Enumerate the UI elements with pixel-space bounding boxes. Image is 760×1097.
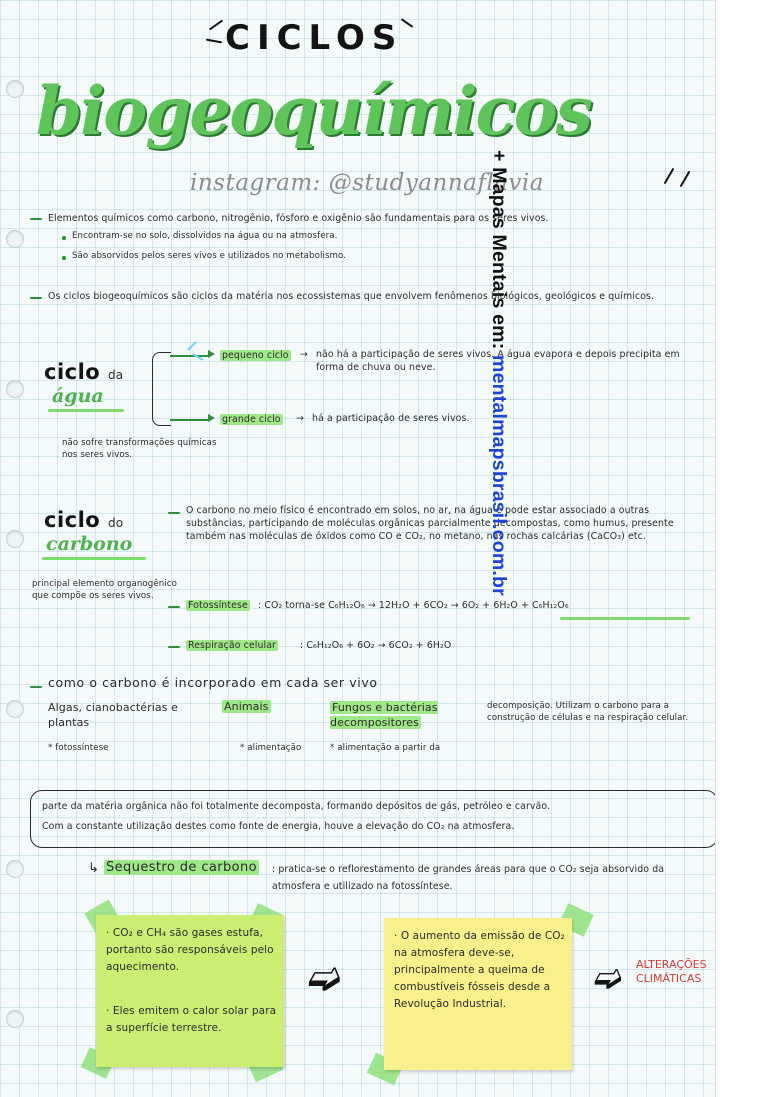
sequestration-label: Sequestro de carbono	[106, 860, 257, 875]
brace-decoration	[152, 352, 171, 426]
intro-bullet-2: São absorvidos pelos seres vivos e utilizados no metabolismo.	[72, 251, 347, 261]
page-title-main: biogeoquímicos	[36, 72, 591, 150]
carbon-cycle-title: ciclo	[44, 508, 101, 532]
arrow-right-icon: ➫	[594, 958, 623, 998]
dash-marker	[30, 218, 42, 220]
water-cycle-note: não sofre transformações químicas nos seres vivos.	[62, 438, 217, 460]
arrow-glyph: →	[300, 349, 308, 360]
dash-marker	[30, 686, 42, 688]
sidebar-ad-prefix: + Mapas Mentais em:	[488, 150, 510, 356]
sequestration-arrow-icon: ↳	[88, 861, 99, 876]
incorporation-col-1-sub: * alimentação	[240, 743, 302, 753]
punch-hole	[6, 380, 24, 398]
incorporation-col-2-title: Fungos e bactérias decompositores	[330, 701, 438, 729]
underline-decoration	[48, 409, 124, 412]
water-item-label-1: grande ciclo	[222, 414, 281, 425]
water-cycle-subject: água	[52, 385, 104, 407]
incorporation-col-2-sub: * alimentação a partir da	[330, 743, 441, 753]
incorporation-col-1-title: Animais	[224, 700, 269, 713]
sparkle-icon	[206, 39, 222, 44]
punch-hole	[6, 230, 24, 248]
punch-hole	[6, 700, 24, 718]
water-item-text-1: há a participação de seres vivos.	[312, 413, 470, 424]
incorporation-heading: como o carbono é incorporado em cada ser vivo	[48, 675, 378, 690]
dash-marker	[168, 512, 180, 514]
underline-decoration	[42, 557, 146, 560]
water-cycle-of: da	[108, 368, 124, 382]
bullet-marker	[62, 256, 66, 260]
dash-marker	[168, 606, 180, 608]
arrow-right-icon: ➫	[308, 955, 342, 1001]
punch-hole	[6, 80, 24, 98]
sparkle-icon	[664, 168, 675, 185]
punch-hole	[6, 860, 24, 878]
carbon-cycle-note: principal elemento organogênico que compõe os seres vivos.	[32, 579, 177, 601]
arrow-glyph: →	[296, 413, 304, 424]
sequestration-text: : pratica-se o reflorestamento de grandes áreas para que o CO₂ seja absorvido da atmosfera e utilizado na fotossíntese.	[272, 864, 665, 892]
page-title-top: CICLOS	[225, 18, 404, 58]
intro-line-2: Os ciclos biogeoquímicos são ciclos da matéria nos ecossistemas que envolvem fenômenos biológicos, geológicos e químicos.	[48, 291, 655, 302]
dash-marker	[30, 297, 42, 299]
sidebar-ad-text[interactable]	[487, 150, 510, 610]
punch-hole	[6, 1010, 24, 1028]
note_box-line-2: Com a constante utilização destes como fonte de energia, houve a elevação do CO₂ na atmosfera.	[42, 821, 515, 832]
bullet-marker	[62, 236, 66, 240]
connector-line	[170, 355, 208, 357]
underline-decoration	[560, 617, 690, 620]
leaf-doodle-icon	[187, 341, 197, 351]
intro-line-1: Elementos químicos como carbono, nitrogênio, fósforo e oxigênio são fundamentais para os seres vivos.	[48, 213, 549, 224]
incorporation-col-0-title: Algas, cianobactérias e plantas	[48, 701, 179, 729]
sidebar-ad-url[interactable]: mentalmapsbrasil.com.br	[488, 355, 510, 596]
sparkle-icon	[209, 20, 223, 31]
incorporation-col-0-sub: * fotossíntese	[48, 743, 109, 753]
decomposition-note-box	[30, 790, 718, 848]
connector-line	[170, 419, 208, 421]
sticky-green-line-0: · CO₂ e CH₄ são gases estufa, portanto são responsáveis pelo aquecimento.	[106, 927, 274, 973]
sticky-green-line-1: · Eles emitem o calor solar para a superfície terrestre.	[106, 1005, 277, 1034]
equation-label-0: Fotossíntese	[188, 600, 248, 611]
sparkle-icon	[680, 171, 691, 188]
equation-text-1: : C₆H₁₂O₆ + 6O₂ → 6CO₂ + 6H₂O	[300, 640, 452, 651]
carbon-cycle-of: do	[108, 516, 124, 530]
dash-marker	[168, 646, 180, 648]
water-item-text-0: não há a participação de seres vivos. A água evapora e depois precipita em forma de chuva ou neve.	[316, 349, 680, 373]
note-box-line-1: parte da matéria orgânica não foi totalmente decomposta, formando depósitos de gás, petróleo e carvão.	[42, 801, 551, 812]
equation-text-0: : CO₂ torna-se C₆H₁₂O₆ → 12H₂O + 6CO₂ → 6O₂ + 6H₂O + C₆H₁₂O₆	[258, 600, 569, 611]
equation-label-1: Respiração celular	[188, 640, 276, 651]
water-item-label-0: pequeno ciclo	[222, 350, 289, 361]
triangle-marker	[208, 350, 215, 358]
carbon-cycle-subject: carbono	[46, 533, 133, 555]
instagram-handle: instagram: @studyannaflavia	[190, 170, 544, 196]
water-cycle-title: ciclo	[44, 360, 101, 384]
climate-change-label: ALTERAÇÕES CLIMÁTICAS	[636, 958, 707, 985]
sticky-yellow-line-0: · O aumento da emissão de CO₂ na atmosfera deve-se, principalmente a queima de combustíveis fósseis desde a Revolução Industrial.	[394, 930, 565, 1010]
punch-hole	[6, 530, 24, 548]
incorporation-side-note: decomposição. Utilizam o carbono para a construção de células e na respiração celular.	[487, 701, 689, 723]
triangle-marker	[208, 414, 215, 422]
intro-bullet-1: Encontram-se no solo, dissolvidos na água ou na atmosfera.	[72, 231, 338, 241]
carbon-paragraph: O carbono no meio físico é encontrado em solos, no ar, na água e pode estar associado a outras substâncias, participando de moléculas orgânicas parcialmente decompostas, como humus, presente também nas moléculas de óxidos como CO e CO₂, no metano, nas rochas calcárias (CaCO₃) etc.	[186, 505, 674, 542]
